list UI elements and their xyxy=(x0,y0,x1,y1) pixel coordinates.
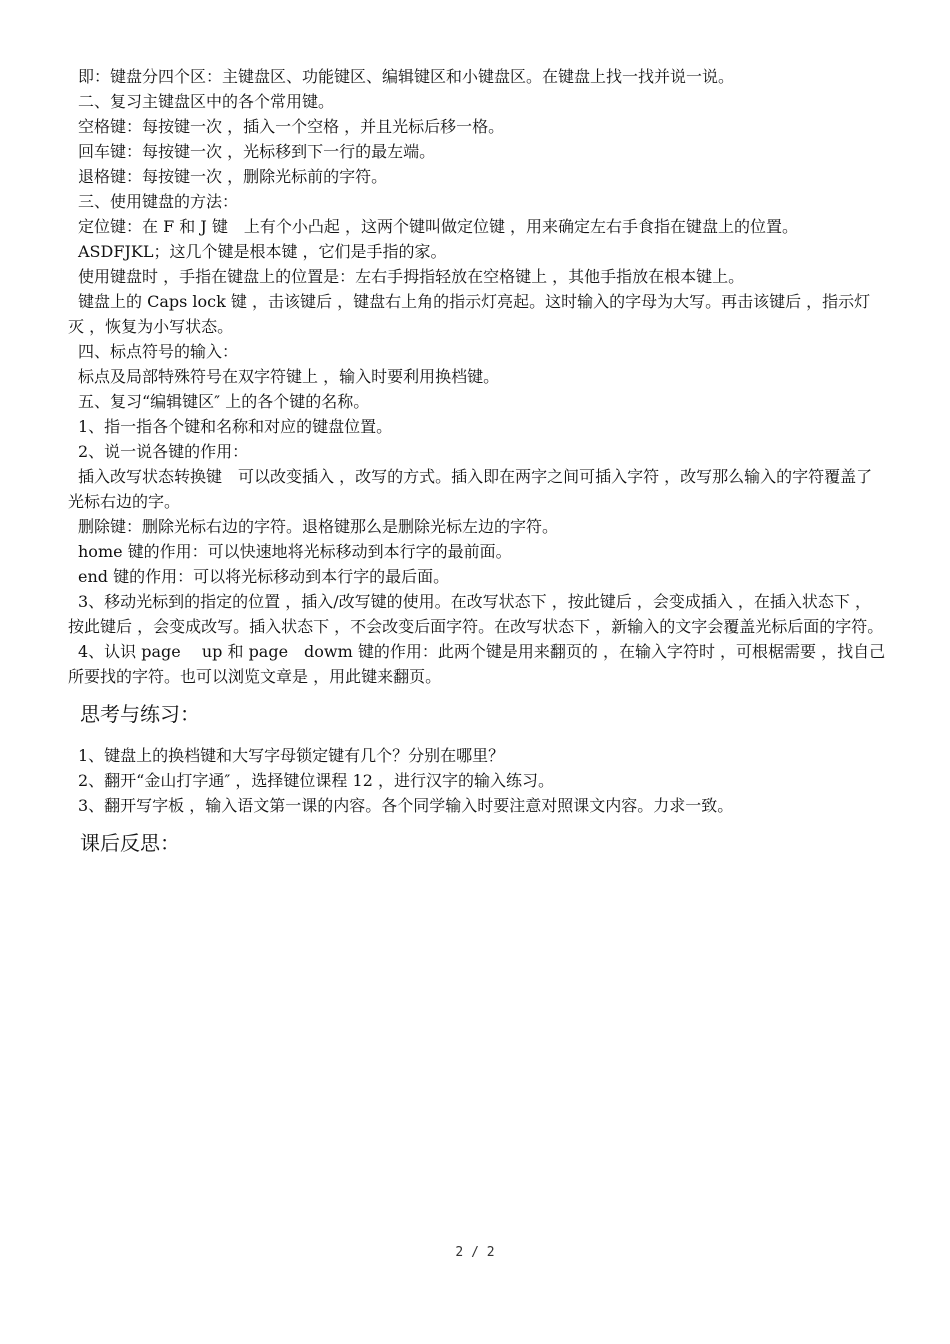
exercise-item: 2、翻开“金山打字通″ ，选择键位课程 12 ，进行汉字的输入练习。 xyxy=(78,771,554,790)
paragraph-insert-key: 插入改写状态转换键 可以改变插入 ，改写的方式。插入即在两字之间可插入字符 ，改写那么输入的字符覆盖了光标右边的字。 xyxy=(68,467,873,511)
paragraph-base-keys: ASDFJKL；这几个键是根本键 ，它们是手指的家。 xyxy=(78,242,447,261)
paragraph-home-key: home 键的作用：可以快速地将光标移动到本行字的最前面。 xyxy=(78,542,512,561)
exercise-item: 1、键盘上的换档键和大写字母锁定键有几个？分别在哪里？ xyxy=(78,746,505,765)
paragraph-space-key: 空格键：每按键一次 ，插入一个空格 ，并且光标后移一格。 xyxy=(78,117,505,136)
exercise-item: 3、翻开写字板 ，输入语文第一课的内容。各个同学输入时要注意对照课文内容。力求一致。 xyxy=(78,796,734,815)
document-body xyxy=(68,64,886,872)
paragraph-keyboard-zones: 即：键盘分四个区：主键盘区、功能键区、编辑键区和小键盘区。在键盘上找一找并说一说。 xyxy=(78,67,735,86)
page-number: 2 / 2 xyxy=(455,1245,495,1260)
paragraph-backspace-key: 退格键：每按键一次 ，删除光标前的字符。 xyxy=(78,167,388,186)
paragraph-point-keys: 1、指一指各个键和名称和对应的键盘位置。 xyxy=(78,417,393,436)
reflection-heading: 课后反思： xyxy=(80,831,180,855)
paragraph-shift-key: 标点及局部特殊符号在双字符键上 ，输入时要利用换档键。 xyxy=(78,367,500,386)
paragraph-finger-position: 使用键盘时 ，手指在键盘上的位置是：左右手拇指轻放在空格键上 ，其他手指放在根本键上。 xyxy=(78,267,745,286)
section-heading-punctuation: 四、标点符号的输入： xyxy=(78,342,239,361)
section-heading-keyboard-method: 三、使用键盘的方法： xyxy=(78,192,239,211)
paragraph-describe-keys: 2、说一说各键的作用： xyxy=(78,442,249,461)
paragraph-page-keys: 4、认识 page up 和 page dowm 键的作用：此两个键是用来翻页的 ，在输入字符时 ，可根椐需要 ，找自己所要找的字符。也可以浏览文章是 ，用此键来翻页。 xyxy=(68,642,886,686)
section-heading-main-keys: 二、复习主键盘区中的各个常用键。 xyxy=(78,92,335,111)
paragraph-enter-key: 回车键：每按键一次 ，光标移到下一行的最左端。 xyxy=(78,142,436,161)
paragraph-delete-key: 删除键：删除光标右边的字符。退格键那么是删除光标左边的字符。 xyxy=(78,517,559,536)
exercise-heading: 思考与练习： xyxy=(80,702,200,726)
paragraph-end-key: end 键的作用：可以将光标移动到本行字的最后面。 xyxy=(78,567,450,586)
paragraph-home-keys: 定位键：在 F 和 J 键 上有个小凸起 ，这两个键叫做定位键 ，用来确定左右手食指在键盘上的位置。 xyxy=(78,217,799,236)
paragraph-cursor-insert: 3、移动光标到的指定的位置 ，插入/改写键的使用。在改写状态下 ，按此键后 ，会变成插入 ，在插入状态下 ，按此键后 ，会变成改写。插入状态下 ，不会改变后面字符。在改写状态下 ，新输入的文字会覆盖光标后面的字符。 xyxy=(68,592,884,636)
section-heading-edit-keys: 五、复习“编辑键区″ 上的各个键的名称。 xyxy=(78,392,370,411)
paragraph-caps-lock: 键盘上的 Caps lock 键 ，击该键后 ，键盘右上角的指示灯亮起。这时输入的字母为大写。再击该键后 ，指示灯灭 ，恢复为小写状态。 xyxy=(68,292,871,336)
